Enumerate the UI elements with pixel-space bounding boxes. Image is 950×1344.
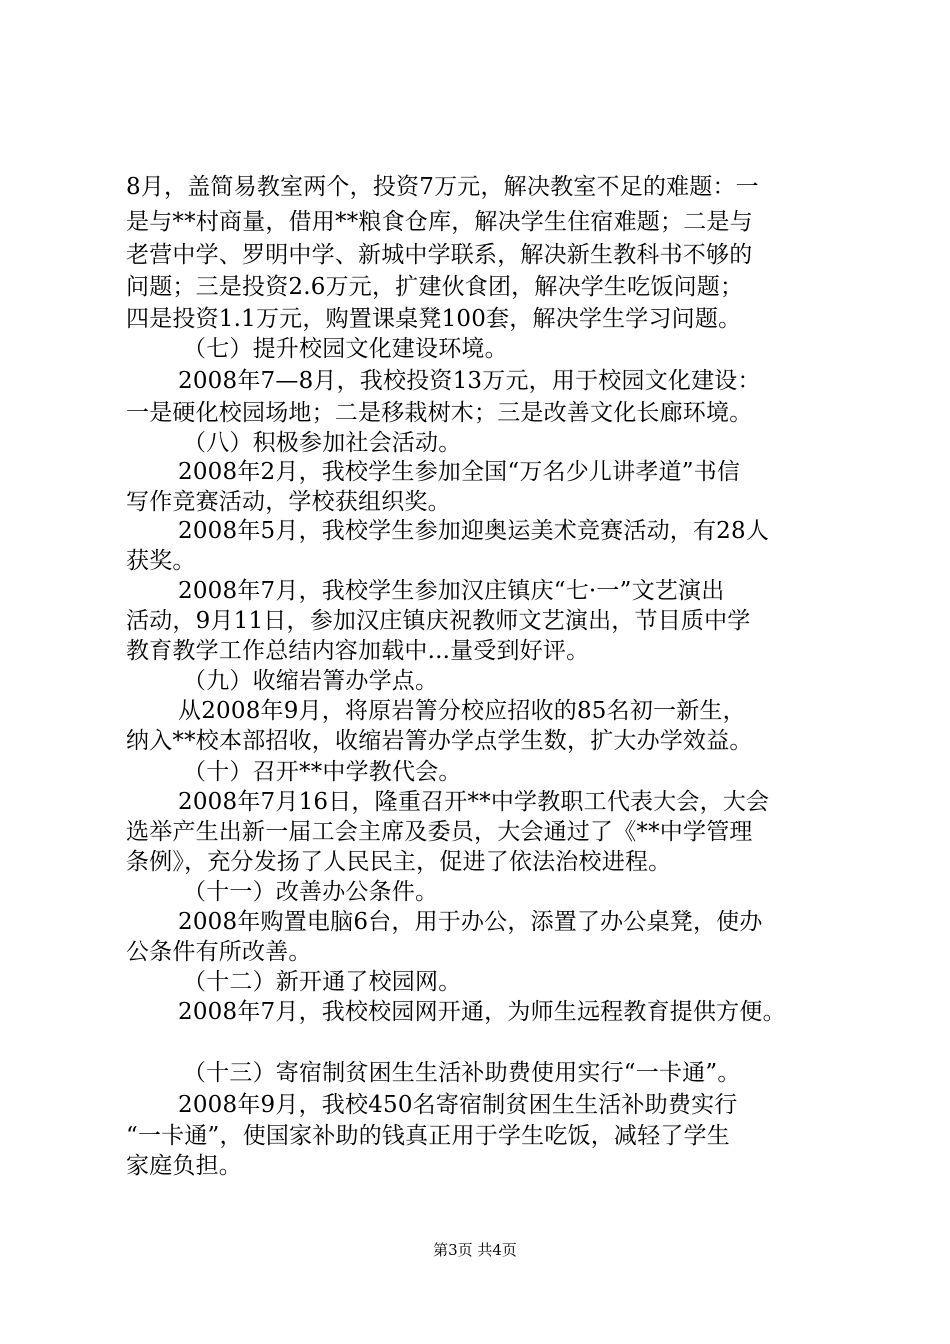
text-line: 一是硬化校园场地；二是移栽树木；三是改善文化长廊环境。 [126, 400, 753, 426]
text-line: 2008年7月，我校学生参加汉庄镇庆“七·一”文艺演出 [178, 578, 725, 604]
section-heading: （九）收缩岩箐办学点。 [183, 668, 439, 694]
text-line: 家庭负担。 [126, 1153, 242, 1179]
section-heading: （十二）新开通了校园网。 [183, 969, 462, 995]
text-line: 获奖。 [126, 548, 196, 574]
text-line: 写作竞赛活动，学校获组织奖。 [126, 489, 451, 515]
text-line: 活动，9月11日，参加汉庄镇庆祝教师文艺演出，节目质中学 [126, 608, 751, 634]
text-line: 2008年2月，我校学生参加全国“万名少儿讲孝道”书信 [178, 459, 741, 485]
text-line: 公条件有所改善。 [126, 939, 312, 965]
text-line: “一卡通”，使国家补助的钱真正用于学生吃饭，减轻了学生 [126, 1123, 730, 1149]
text-line: 四是投资1.1万元，购置课桌凳100套，解决学生学习问题。 [126, 306, 742, 332]
text-line: 选举产生出新一届工会主席及委员，大会通过了《**中学管理 [126, 819, 753, 845]
text-line: 是与**村商量，借用**粮食仓库，解决学生住宿难题；二是与 [126, 209, 753, 235]
text-line: 2008年7—8月，我校投资13万元，用于校园文化建设： [178, 368, 761, 394]
text-line: 条例》，充分发扬了人民民主，促进了依法治校进程。 [126, 849, 672, 875]
section-heading: （十一）改善办公条件。 [183, 879, 439, 905]
text-line: 纳入**校本部招收，收缩岩箐办学点学生数，扩大办学效益。 [126, 728, 753, 754]
text-line: 2008年购置电脑6台，用于办公，添置了办公桌凳，使办 [178, 909, 763, 935]
text-line: 2008年7月16日，隆重召开**中学教职工代表大会，大会 [178, 789, 770, 815]
section-heading: （十）召开**中学教代会。 [183, 759, 462, 785]
page-footer: 第3页 共4页 [433, 1241, 517, 1259]
text-line: 2008年9月，我校450名寄宿制贫困生生活补助费实行 [178, 1092, 738, 1118]
text-line: 问题；三是投资2.6万元，扩建伙食团，解决学生吃饭问题； [126, 274, 744, 300]
section-heading: （八）积极参加社会活动。 [183, 430, 462, 456]
section-heading: （十三）寄宿制贫困生生活补助费使用实行“一卡通”。 [183, 1060, 741, 1086]
section-heading: （七）提升校园文化建设环境。 [183, 336, 508, 362]
text-line: 2008年5月，我校学生参加迎奥运美术竞赛活动，有28人 [178, 518, 770, 544]
text-line: 2008年7月，我校校园网开通，为师生远程教育提供方便。 [178, 999, 786, 1025]
text-line: 老营中学、罗明中学、新城中学联系，解决新生教科书不够的 [126, 242, 753, 268]
text-line: 教育教学工作总结内容加载中...量受到好评。 [126, 638, 590, 664]
text-line: 从2008年9月，将原岩箐分校应招收的85名初一新生， [178, 698, 746, 724]
text-line: 8月，盖简易教室两个，投资7万元，解决教室不足的难题：一 [126, 174, 759, 200]
